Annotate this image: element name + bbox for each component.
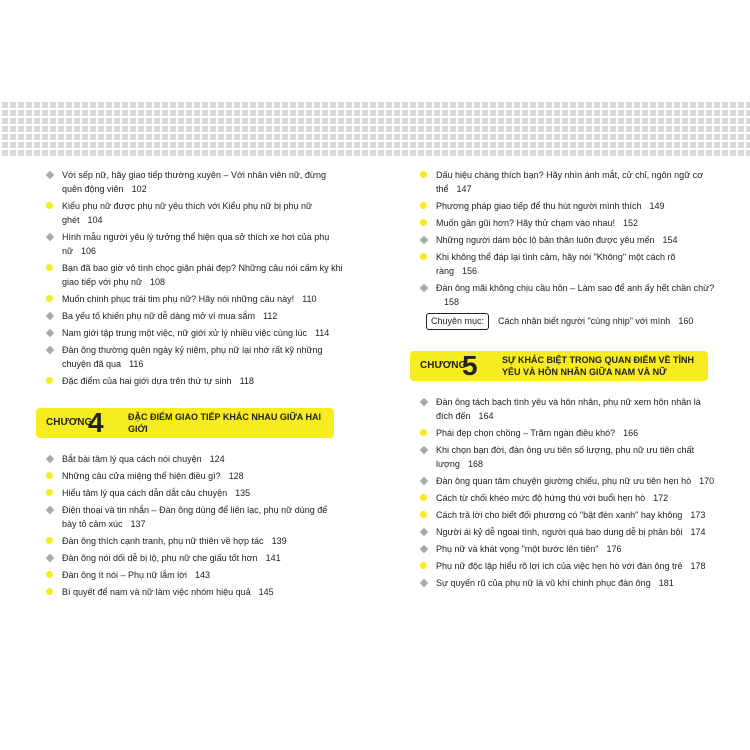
toc-entry[interactable] — [418, 199, 718, 213]
gray-diamond-bullet-icon — [420, 398, 428, 406]
page-number: 181 — [658, 578, 674, 588]
toc-entry[interactable] — [44, 199, 344, 227]
entry-title: Phương pháp giao tiếp để thu hút người mình thích — [436, 201, 642, 211]
entry-title: Phụ nữ và khát vọng "một bước lên tiên" — [436, 544, 599, 554]
gray-diamond-bullet-icon — [420, 236, 428, 244]
page-number: 145 — [258, 587, 274, 597]
toc-entry[interactable] — [418, 281, 718, 309]
page-number: 108 — [149, 277, 166, 287]
entry-title: Bắt bài tâm lý qua cách nói chuyện — [62, 454, 202, 464]
page-number: 106 — [81, 246, 97, 256]
toc-entry[interactable] — [44, 503, 344, 531]
toc-entry[interactable] — [418, 426, 718, 440]
entry-title: Phụ nữ độc lập hiểu rõ lợi ích của việc hẹn hò với đàn ông trẻ — [436, 561, 683, 571]
yellow-dot-bullet-icon — [46, 588, 53, 595]
yellow-dot-bullet-icon — [420, 202, 427, 209]
yellow-dot-bullet-icon — [46, 295, 53, 302]
toc-entry[interactable] — [44, 292, 344, 306]
entry-title: Đàn ông mãi không chịu cầu hôn – Làm sao để anh ấy hết chần chừ? — [436, 283, 715, 293]
entry-title: Muốn gần gũi hơn? Hãy thử chạm vào nhau! — [436, 218, 616, 228]
entry-title: Những câu cửa miệng thể hiện điều gì? — [62, 471, 221, 481]
toc-entry[interactable] — [44, 343, 344, 371]
page-number: 147 — [456, 184, 472, 194]
entry-title: Điện thoại và tin nhắn – Đàn ông dùng để liên lạc, phụ nữ dùng để bày tỏ cảm xúc — [62, 505, 328, 529]
entry-title: Đàn ông nói dối dễ bị lộ, phụ nữ che giấu tốt hơn — [62, 553, 258, 563]
entry-title: Khi không thể đáp lại tình cảm, hãy nói "Không" một cách rõ ràng — [436, 252, 676, 276]
yellow-dot-bullet-icon — [46, 537, 53, 544]
yellow-dot-bullet-icon — [46, 377, 53, 384]
chapter-4-header — [36, 408, 334, 438]
yellow-dot-bullet-icon — [420, 253, 427, 260]
entry-title: Đàn ông tách bạch tình yêu và hôn nhân, phụ nữ xem hôn nhân là đích đến — [436, 397, 701, 421]
left-entries-before — [44, 168, 344, 388]
topic-title: Cách nhận biết người "cùng nhịp" với mình — [498, 316, 671, 326]
page-number: 135 — [235, 488, 251, 498]
toc-entry[interactable] — [44, 486, 344, 500]
page-number: 116 — [129, 359, 144, 369]
page-number: 137 — [130, 519, 146, 529]
toc-entry[interactable] — [418, 395, 718, 423]
yellow-dot-bullet-icon — [46, 571, 53, 578]
gray-diamond-bullet-icon — [46, 455, 54, 463]
toc-entry[interactable] — [418, 491, 718, 505]
page-number: 152 — [623, 218, 639, 228]
chapter-5-header — [410, 351, 708, 381]
yellow-dot-bullet-icon — [46, 264, 53, 271]
page-number: 160 — [678, 316, 694, 326]
entry-title: Những người dám bộc lộ bản thân luôn được yêu mến — [436, 235, 655, 245]
yellow-dot-bullet-icon — [420, 511, 427, 518]
chapter-word: CHƯƠNG — [420, 360, 467, 371]
toc-entry[interactable] — [418, 474, 718, 488]
gray-diamond-bullet-icon — [46, 329, 54, 337]
toc-entry[interactable] — [44, 309, 344, 323]
gray-diamond-bullet-icon — [420, 528, 428, 536]
page-number: 154 — [662, 235, 678, 245]
entry-title: Cách từ chối khéo mức độ hứng thú với buổi hẹn hò — [436, 493, 646, 503]
left-entries-after — [44, 452, 344, 599]
topic-text — [498, 316, 693, 326]
decorative-dot-grid-band — [0, 100, 750, 156]
gray-diamond-bullet-icon — [46, 312, 54, 320]
chapter-word: CHƯƠNG — [46, 417, 93, 428]
gray-diamond-bullet-icon — [420, 477, 428, 485]
page-number: 168 — [467, 459, 483, 469]
chapter-number: 5 — [462, 350, 478, 381]
yellow-dot-bullet-icon — [420, 429, 427, 436]
yellow-dot-bullet-icon — [420, 219, 427, 226]
toc-entry[interactable] — [44, 551, 344, 565]
toc-entry[interactable] — [44, 261, 344, 289]
chapter-title: SỰ KHÁC BIỆT TRONG QUAN ĐIỂM VỀ TÌNH YÊU VÀ HÔN NHÂN GIỮA NAM VÀ NỮ — [502, 355, 694, 377]
page-number: 143 — [195, 570, 211, 580]
topic-label: Chuyên mục: — [426, 313, 489, 330]
page-number: 112 — [263, 311, 278, 321]
page-number: 158 — [444, 297, 460, 307]
gray-diamond-bullet-icon — [46, 506, 54, 514]
page-number: 114 — [314, 328, 330, 338]
page-number: 172 — [653, 493, 669, 503]
gray-diamond-bullet-icon — [46, 346, 54, 354]
toc-entry[interactable] — [418, 443, 718, 471]
toc-entry[interactable] — [418, 542, 718, 556]
gray-diamond-bullet-icon — [46, 171, 54, 179]
special-topic-entry[interactable] — [418, 313, 718, 331]
yellow-dot-bullet-icon — [420, 562, 427, 569]
gray-diamond-bullet-icon — [420, 446, 428, 454]
toc-entry[interactable] — [418, 508, 718, 522]
toc-entry[interactable] — [44, 168, 344, 196]
entry-title: Dấu hiệu chàng thích bạn? Hãy nhìn ánh mắt, cử chỉ, ngôn ngữ cơ thể — [436, 170, 704, 194]
entry-title: Muốn chinh phục trái tim phụ nữ? Hãy nói những câu này! — [62, 294, 295, 304]
entry-title: Với sếp nữ, hãy giao tiếp thường xuyên – Với nhân viên nữ, đừng quên động viên — [62, 170, 326, 194]
page-number: 141 — [265, 553, 281, 563]
toc-entry[interactable] — [44, 534, 344, 548]
entry-title: Hình mẫu người yêu lý tưởng thể hiện qua sở thích xe hơi của phụ nữ — [62, 232, 330, 256]
entry-title: Người ái kỷ dễ ngoại tình, người quá bao dung dễ bị phản bội — [436, 527, 683, 537]
toc-entry[interactable] — [418, 525, 718, 539]
yellow-dot-bullet-icon — [46, 489, 53, 496]
entry-title: Phái đẹp chọn chồng – Trăm ngàn điều khó? — [436, 428, 616, 438]
page-number: 102 — [131, 184, 147, 194]
entry-title: Đặc điểm của hai giới dựa trên thứ tự sinh — [62, 376, 232, 386]
toc-entry[interactable] — [44, 452, 344, 466]
page-number: 156 — [462, 266, 478, 276]
entry-title: Cách trả lời cho biết đối phương có "bật đèn xanh" hay không — [436, 510, 683, 520]
toc-entry[interactable] — [44, 374, 344, 388]
toc-entry[interactable] — [418, 233, 718, 247]
page-number: 128 — [228, 471, 244, 481]
chapter-number: 4 — [88, 407, 104, 438]
entry-title: Sự quyến rũ của phụ nữ là vũ khí chinh phục đàn ông — [436, 578, 651, 588]
toc-entry[interactable] — [44, 469, 344, 483]
toc-entry[interactable] — [44, 326, 344, 340]
page-number: 173 — [690, 510, 706, 520]
page-number: 110 — [302, 294, 317, 304]
gray-diamond-bullet-icon — [420, 545, 428, 553]
page-number: 124 — [209, 454, 225, 464]
yellow-dot-bullet-icon — [420, 171, 427, 178]
toc-entry[interactable] — [418, 168, 718, 196]
page-number: 149 — [649, 201, 665, 211]
entry-title: Bí quyết để nam và nữ làm việc nhóm hiệu quả — [62, 587, 251, 597]
page-number: 164 — [478, 411, 494, 421]
toc-entry[interactable] — [418, 559, 718, 573]
toc-entry[interactable] — [44, 230, 344, 258]
entry-title: Hiểu tâm lý qua cách dẫn dắt câu chuyện — [62, 488, 228, 498]
page-number: 166 — [623, 428, 639, 438]
page-number: 118 — [239, 376, 254, 386]
right-entries-before — [418, 168, 718, 309]
entry-title: Đàn ông thích cạnh tranh, phụ nữ thiên về hợp tác — [62, 536, 264, 546]
page-number: 174 — [690, 527, 706, 537]
yellow-dot-bullet-icon — [420, 494, 427, 501]
entry-title: Đàn ông thường quên ngày kỷ niệm, phụ nữ lại nhớ rất kỹ những chuyện đã qua — [62, 345, 323, 369]
toc-entry[interactable] — [418, 216, 718, 230]
yellow-dot-bullet-icon — [46, 202, 53, 209]
page-number: 176 — [606, 544, 622, 554]
entry-title: Khi chọn bạn đời, đàn ông ưu tiên số lượng, phụ nữ ưu tiên chất lượng — [436, 445, 695, 469]
toc-entry[interactable] — [418, 250, 718, 278]
yellow-dot-bullet-icon — [46, 472, 53, 479]
entry-title: Nam giới tập trung một việc, nữ giới xử lý nhiều việc cùng lúc — [62, 328, 307, 338]
page-number: 139 — [271, 536, 287, 546]
entry-title: Kiểu phụ nữ được phụ nữ yêu thích với Kiểu phụ nữ bị phụ nữ ghét — [62, 201, 313, 225]
entry-title: Bạn đã bao giờ vô tình chọc giận phái đẹp? Những câu nói cấm kỵ khi giao tiếp với phụ nữ — [62, 263, 343, 287]
entry-title: Đàn ông ít nói – Phụ nữ lắm lời — [62, 570, 187, 580]
gray-diamond-bullet-icon — [420, 579, 428, 587]
right-entries-after — [418, 395, 718, 590]
entry-title: Đàn ông quan tâm chuyện giường chiếu, phụ nữ ưu tiên hẹn hò — [436, 476, 692, 486]
gray-diamond-bullet-icon — [420, 284, 428, 292]
entry-title: Ba yếu tố khiến phụ nữ dễ dàng mở ví mua sắm — [62, 311, 256, 321]
page-number: 104 — [87, 215, 103, 225]
page-number: 170 — [699, 476, 715, 486]
page-number: 178 — [690, 561, 706, 571]
toc-entry[interactable] — [418, 576, 718, 590]
toc-entry[interactable] — [44, 568, 344, 582]
toc-left-column — [44, 168, 344, 602]
toc-right-column — [418, 168, 718, 593]
gray-diamond-bullet-icon — [46, 554, 54, 562]
toc-entry[interactable] — [44, 585, 344, 599]
gray-diamond-bullet-icon — [46, 233, 54, 241]
chapter-title: ĐẶC ĐIỂM GIAO TIẾP KHÁC NHAU GIỮA HAI GIỚI — [128, 412, 321, 434]
